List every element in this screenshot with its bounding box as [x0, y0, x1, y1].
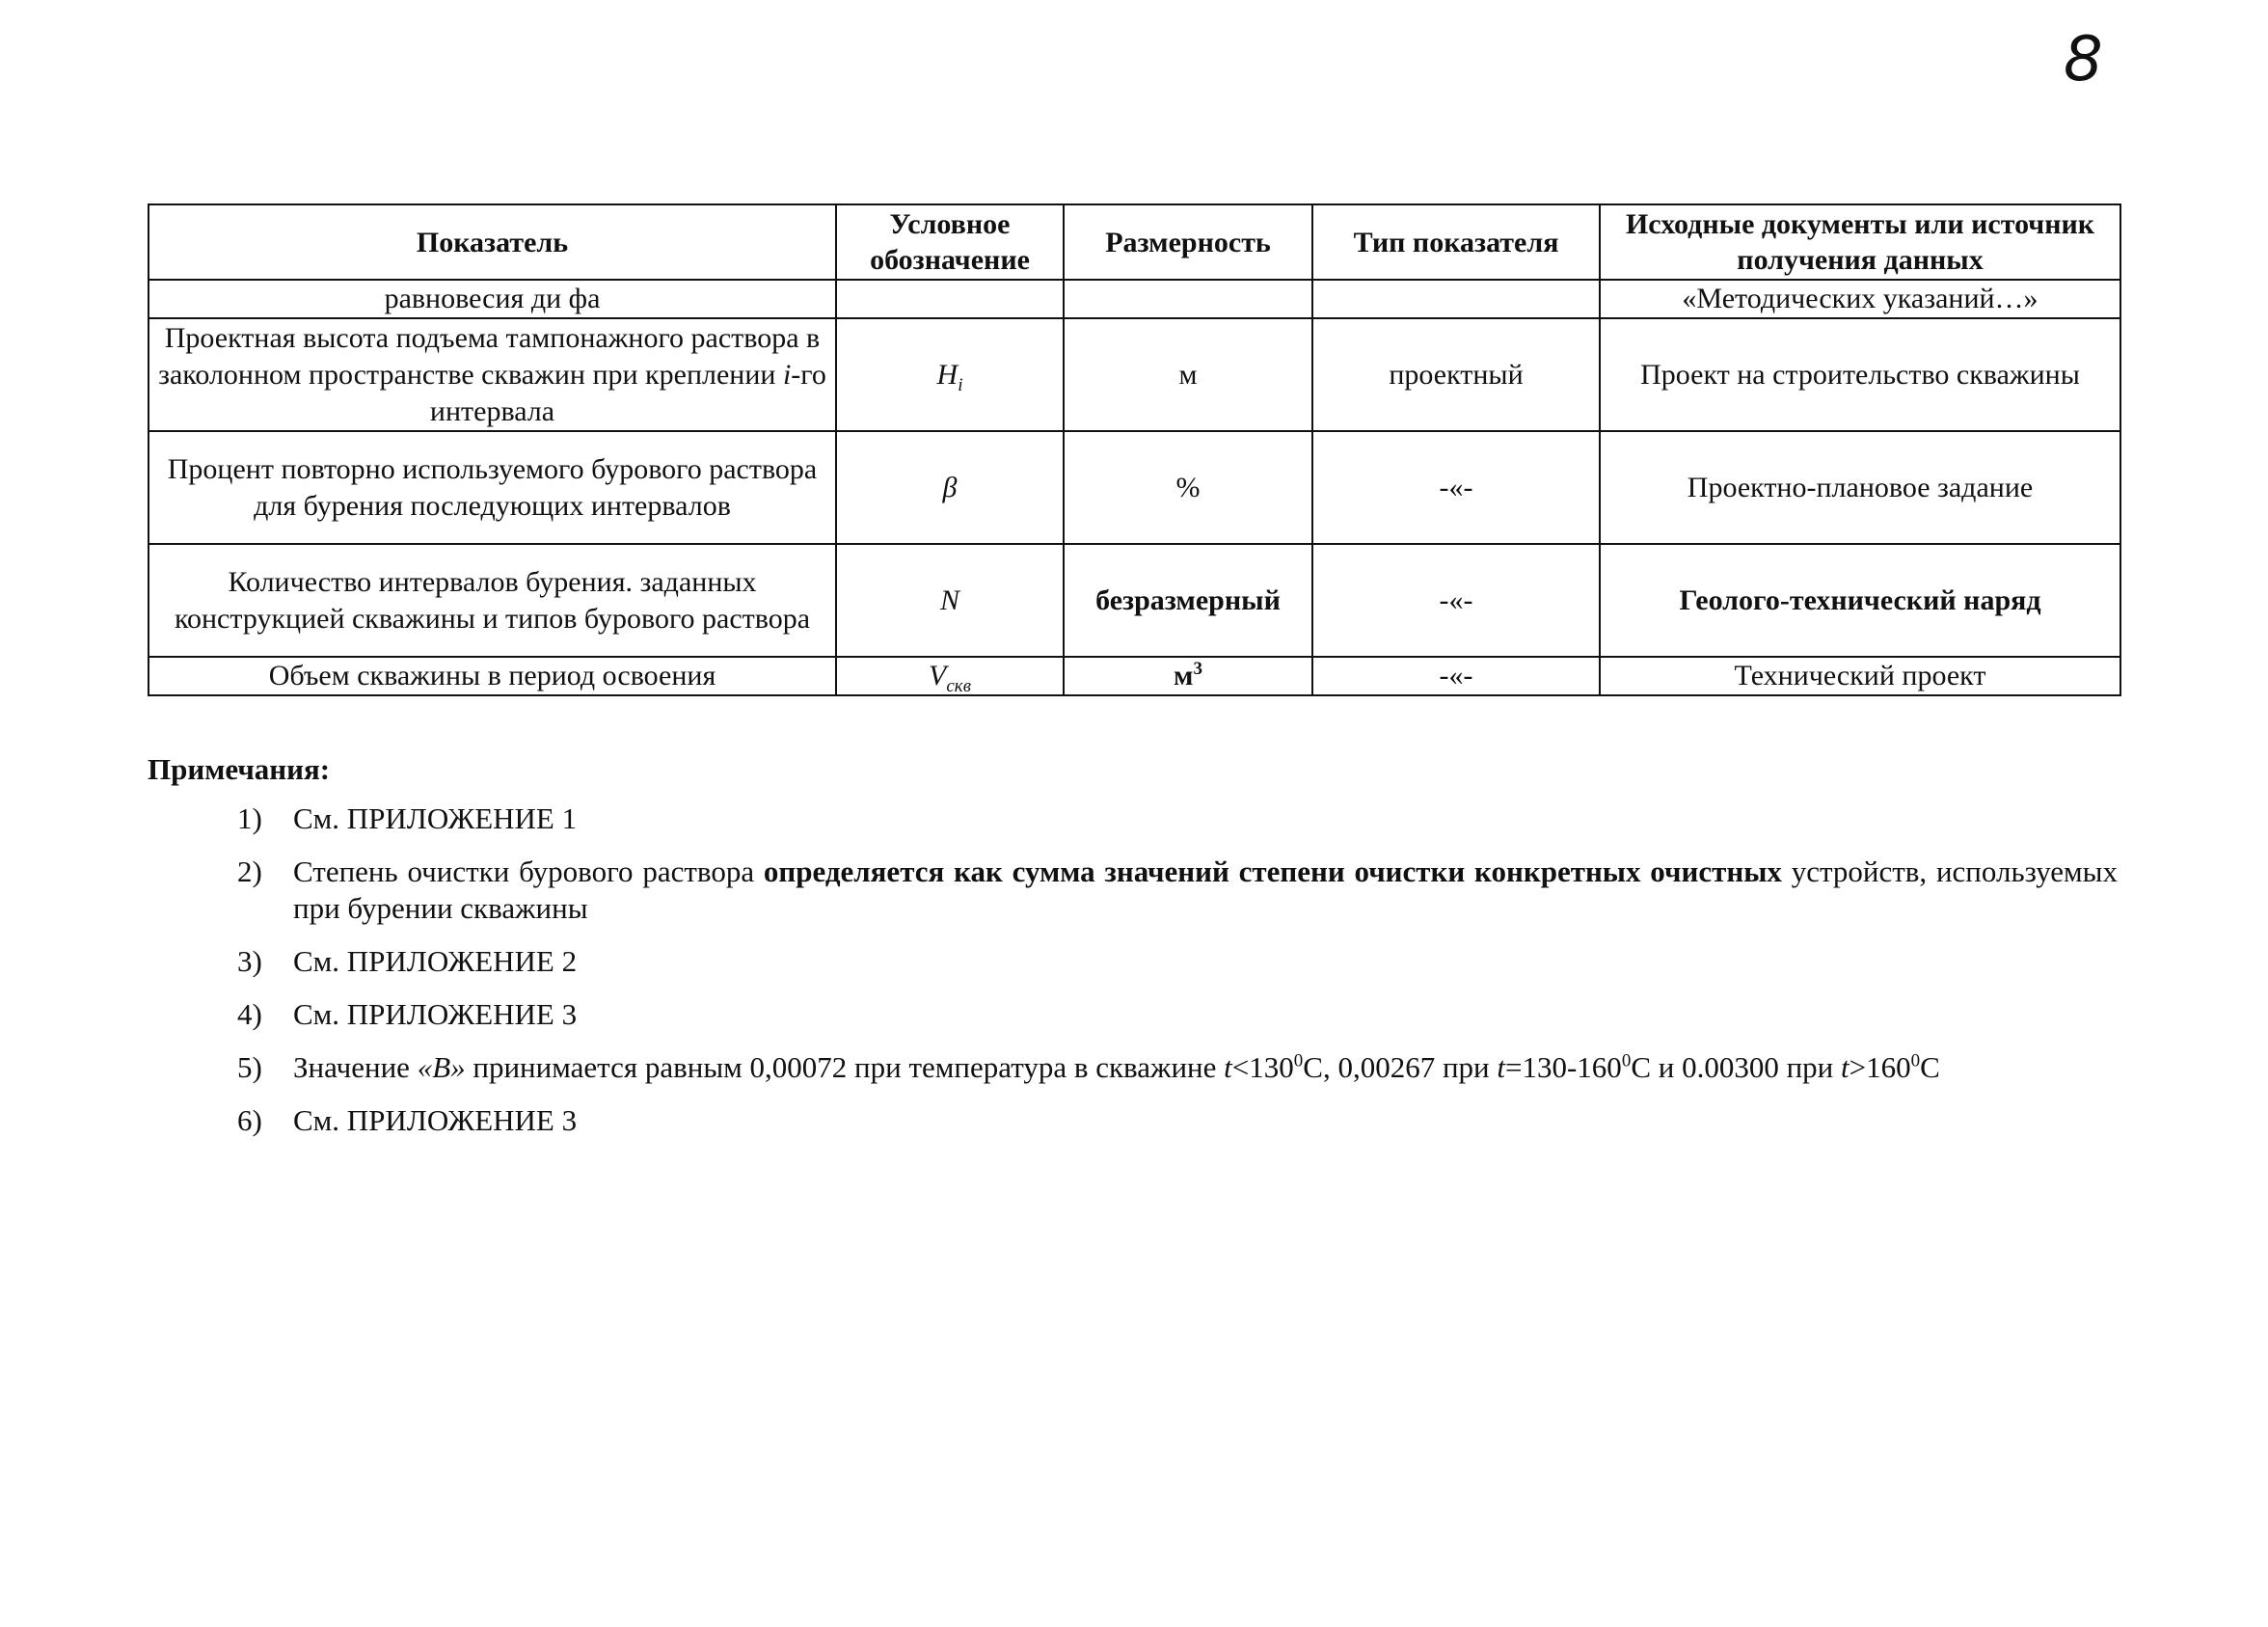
header-indicator: Показатель: [148, 204, 836, 280]
cell-type: проектный: [1312, 318, 1600, 431]
note-part: принимается равным 0,00072 при температура в скважине: [465, 1050, 1225, 1084]
cell-indicator: [148, 318, 836, 431]
list-item: [237, 1049, 2118, 1086]
cell-unit: %: [1064, 431, 1312, 544]
note-text: См. ПРИЛОЖЕНИЕ 2: [293, 944, 578, 978]
note-number: 6): [237, 1103, 262, 1137]
list-item: [237, 1102, 2118, 1139]
notes-title: Примечания:: [148, 752, 331, 786]
cell-type: -«-: [1312, 544, 1600, 657]
table-row: [148, 431, 2120, 544]
cell-type: -«-: [1312, 657, 1600, 695]
note-text: См. ПРИЛОЖЕНИЕ 3: [293, 1103, 578, 1137]
cell-indicator: Процент повторно используемого бурового раствора для бурения последующих интервалов: [148, 431, 836, 544]
indicator-text-end: -го интервала: [429, 358, 826, 427]
cell-indicator: равновесия ди фа: [148, 280, 836, 318]
notes-list: [237, 800, 2118, 1155]
header-type: Тип показателя: [1312, 204, 1600, 280]
cell-source: Геолого-технический наряд: [1600, 544, 2120, 657]
list-item: [237, 854, 2118, 927]
note-part-sup: 0: [1910, 1050, 1921, 1071]
note-part-italic: «B»: [417, 1050, 466, 1084]
cell-source: Проектно-плановое задание: [1600, 431, 2120, 544]
cell-indicator: Объем скважины в период освоения: [148, 657, 836, 695]
note-part: С: [1920, 1050, 1940, 1084]
note-part: =130-160: [1505, 1050, 1622, 1084]
note-text: Степень очистки бурового раствора: [293, 854, 764, 888]
table-row: [148, 318, 2120, 431]
note-part-sup: 0: [1293, 1050, 1304, 1071]
note-part-italic: t: [1497, 1050, 1505, 1084]
header-unit: Размерность: [1064, 204, 1312, 280]
note-part: >160: [1849, 1050, 1911, 1084]
unit-main: м: [1174, 660, 1194, 691]
note-part-italic: t: [1841, 1050, 1850, 1084]
cell-unit: безразмерный: [1064, 544, 1312, 657]
cell-source: Проект на строительство скважины: [1600, 318, 2120, 431]
cell-type: -«-: [1312, 431, 1600, 544]
unit-superscript: 3: [1193, 659, 1202, 679]
symbol-subscript: скв: [946, 676, 971, 696]
list-item: [237, 800, 2118, 837]
note-number: 3): [237, 944, 262, 978]
cell-symbol: [836, 657, 1064, 695]
symbol-main: H: [936, 358, 958, 391]
list-item: [237, 996, 2118, 1033]
cell-symbol: N: [836, 544, 1064, 657]
note-part-italic: t: [1224, 1050, 1232, 1084]
note-text: См. ПРИЛОЖЕНИЕ 3: [293, 997, 578, 1031]
note-part: Значение: [293, 1050, 418, 1084]
symbol-main: V: [929, 660, 947, 691]
indicator-text: Проектная высота подъема тампонажного раствора в заколонном пространстве скважин при креплении: [158, 321, 821, 391]
table-header-row: [148, 204, 2120, 280]
table-row: [148, 657, 2120, 695]
note-number: 1): [237, 801, 262, 835]
header-source: Исходные документы или источник получения данных: [1600, 204, 2120, 280]
cell-source: Технический проект: [1600, 657, 2120, 695]
cell-unit: м: [1064, 318, 1312, 431]
page-number: 8: [2064, 24, 2103, 95]
cell-unit: [1064, 657, 1312, 695]
note-number: 5): [237, 1050, 262, 1084]
cell-symbol: [836, 280, 1064, 318]
indicator-italic-var: i: [782, 358, 792, 391]
note-part: <130: [1231, 1050, 1294, 1084]
cell-unit: [1064, 280, 1312, 318]
note-part: С и 0.00300 при: [1631, 1050, 1842, 1084]
note-part-sup: 0: [1621, 1050, 1632, 1071]
list-item: [237, 943, 2118, 980]
note-text-end: устройств, используемых при бурении скважины: [293, 854, 2118, 925]
note-part: С, 0,00267 при: [1303, 1050, 1498, 1084]
note-text: [293, 1050, 1940, 1084]
note-text: См. ПРИЛОЖЕНИЕ 1: [293, 801, 578, 835]
cell-symbol: [836, 318, 1064, 431]
indicators-table: [148, 203, 2121, 696]
table-row: [148, 544, 2120, 657]
cell-symbol: β: [836, 431, 1064, 544]
note-number: 4): [237, 997, 262, 1031]
cell-type: [1312, 280, 1600, 318]
table-row: [148, 280, 2120, 318]
note-text-bold: определяется как сумма значений степени очистки конкретных очистных: [763, 854, 1782, 888]
note-number: 2): [237, 854, 262, 888]
cell-indicator: Количество интервалов бурения. заданных конструкцией скважины и типов бурового раствора: [148, 544, 836, 657]
symbol-subscript: i: [958, 374, 963, 395]
header-symbol: Условное обозначение: [836, 204, 1064, 280]
cell-source: «Методических указаний…»: [1600, 280, 2120, 318]
